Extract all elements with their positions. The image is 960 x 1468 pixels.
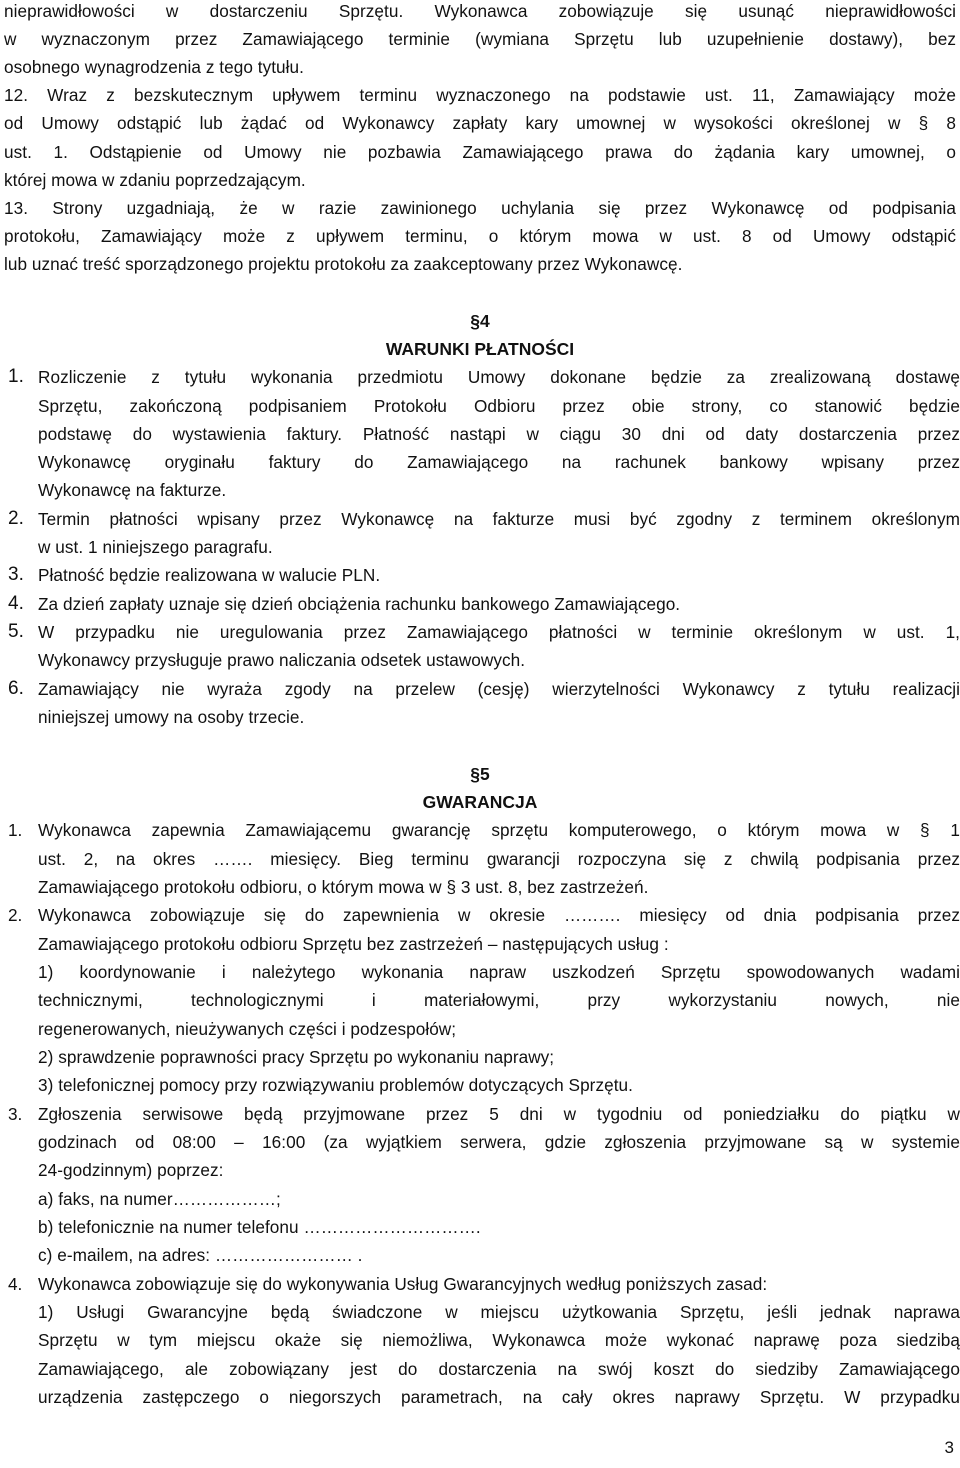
- list-number: 3.: [8, 564, 24, 585]
- intro-line: osobnego wynagrodzenia z tego tytułu.: [4, 57, 304, 77]
- section-5-title: GWARANCJA: [422, 792, 538, 812]
- list-number: 5.: [8, 621, 24, 642]
- point-12-line: 12. Wraz z bezskutecznym upływem terminu wyznaczonego na podstawie ust. 11, Zamawiający może: [4, 85, 956, 105]
- intro-line: w wyznaczonym przez Zamawiającego terminie (wymiana Sprzętu lub uzupełnienie dostawy), bez: [4, 29, 956, 49]
- list-item-line: Wykonawca zobowiązuje się do zapewnienia w okresie ………. miesięcy od dnia podpisania przez: [38, 905, 960, 925]
- list-item-line: 3) telefonicznej pomocy przy rozwiązywaniu problemów dotyczących Sprzętu.: [38, 1075, 633, 1095]
- section-4-title: WARUNKI PŁATNOŚCI: [385, 339, 575, 359]
- list-item-line: Wykonawcę oryginału faktury do Zamawiającego na rachunek bankowy wpisany przez: [38, 452, 960, 472]
- list-item-line: Zamawiającego protokołu odbioru Sprzętu bez zastrzeżeń – następujących usług :: [38, 934, 669, 954]
- list-item-line: 1) koordynowanie i należytego wykonania napraw uszkodzeń Sprzętu spowodowanych wadami: [38, 962, 960, 982]
- list-number: 3.: [8, 1104, 23, 1124]
- list-item-line: urządzenia zastępczego o niegorszych parametrach, na cały okres naprawy Sprzętu. W przypadku: [38, 1387, 960, 1407]
- list-number: 4.: [8, 1274, 23, 1294]
- point-13-line: 13. Strony uzgadniają, że w razie zawinionego uchylania się przez Wykonawcę od podpisania: [4, 198, 956, 218]
- intro-line: nieprawidłowości w dostarczeniu Sprzętu. Wykonawca zobowiązuje się usunąć nieprawidłowości: [4, 1, 956, 21]
- point-12-line: której mowa w zdaniu poprzedzającym.: [4, 170, 306, 190]
- list-item-line: Za dzień zapłaty uznaje się dzień obciążenia rachunku bankowego Zamawiającego.: [38, 594, 681, 614]
- list-item-line: W przypadku nie uregulowania przez Zamawiającego płatności w terminie określonym w ust. 1,: [38, 622, 960, 642]
- list-number: 1.: [8, 820, 23, 840]
- list-item-line: Wykonawca zapewnia Zamawiającemu gwarancję sprzętu komputerowego, o którym mowa w § 1: [38, 820, 960, 840]
- list-item-line: Wykonawcę na fakturze.: [38, 480, 227, 500]
- list-item-line: Zamawiającego, ale zobowiązany jest do dostarczenia na swój koszt do siedziby Zamawiającego: [38, 1359, 960, 1379]
- list-item-line: technicznymi, technologicznymi i materiałowymi, przy wykorzystaniu nowych, nie: [38, 990, 960, 1010]
- list-item-line: Zamawiający nie wyraża zgody na przelew (cesję) wierzytelności Wykonawcy z tytułu realizacji: [38, 679, 960, 699]
- list-number: 6.: [8, 678, 24, 699]
- list-number: 2.: [8, 508, 24, 529]
- list-item-line: Wykonawcy przysługuje prawo naliczania odsetek ustawowych.: [38, 650, 526, 670]
- list-item-line: godzinach od 08:00 – 16:00 (za wyjątkiem serwera, gdzie zgłoszenia przyjmowane są w systemie: [38, 1132, 960, 1152]
- page-number: 3: [944, 1438, 954, 1457]
- list-item-line: a) faks, na numer………………;: [38, 1189, 281, 1209]
- list-item-line: 1) Usługi Gwarancyjne będą świadczone w miejscu użytkowania Sprzętu, jeśli jednak naprawa: [38, 1302, 960, 1322]
- list-number: 2.: [8, 905, 23, 925]
- list-item-line: Wykonawca zobowiązuje się do wykonywania Usług Gwarancyjnych według poniższych zasad:: [38, 1274, 768, 1294]
- list-item-line: Płatność będzie realizowana w walucie PLN.: [38, 565, 381, 585]
- list-item-line: Sprzętu w tym miejscu okaże się niemożliwa, Wykonawca może wykonać naprawę poza siedzibą: [38, 1330, 960, 1350]
- list-item-line: ust. 2, na okres ……. miesięcy. Bieg terminu gwarancji rozpoczyna się z chwilą podpisania przez: [38, 849, 960, 869]
- list-item-line: Termin płatności wpisany przez Wykonawcę na fakturze musi być zgodny z terminem określonym: [38, 509, 960, 529]
- point-13-line: protokołu, Zamawiający może z upływem terminu, o którym mowa w ust. 8 od Umowy odstąpić: [4, 226, 956, 246]
- section-5-number: §5: [470, 764, 490, 784]
- list-item-line: Zgłoszenia serwisowe będą przyjmowane przez 5 dni w tygodniu od poniedziałku do piątku w: [38, 1104, 960, 1124]
- list-item-line: Zamawiającego protokołu odbioru, o którym mowa w § 3 ust. 8, bez zastrzeżeń.: [38, 877, 649, 897]
- list-item-line: 24-godzinnym) poprzez:: [38, 1160, 224, 1180]
- list-item-line: regenerowanych, nieużywanych części i podzespołów;: [38, 1019, 457, 1039]
- list-item-line: podstawę do wystawienia faktury. Płatność nastąpi w ciągu 30 dni od daty dostarczenia przez: [38, 424, 960, 444]
- list-item-line: 2) sprawdzenie poprawności pracy Sprzętu po wykonaniu naprawy;: [38, 1047, 555, 1067]
- section-4-number: §4: [470, 311, 490, 331]
- point-12-line: ust. 1. Odstąpienie od Umowy nie pozbawia Zamawiającego prawa do żądania kary umownej, o: [4, 142, 956, 162]
- list-item-line: niniejszej umowy na osoby trzecie.: [38, 707, 305, 727]
- point-13-line: lub uznać treść sporządzonego projektu protokołu za zaakceptowany przez Wykonawcę.: [4, 254, 683, 274]
- list-number: 1.: [8, 366, 24, 387]
- list-item-line: c) e-mailem, na adres: …………………… .: [38, 1245, 363, 1265]
- list-item-line: Rozliczenie z tytułu wykonania przedmiotu Umowy dokonane będzie za zrealizowaną dostawę: [38, 367, 960, 387]
- list-number: 4.: [8, 593, 24, 614]
- list-item-line: Sprzętu, zakończoną podpisaniem Protokołu Odbioru przez obie strony, co stanowić będzie: [38, 396, 960, 416]
- list-item-line: b) telefonicznie na numer telefonu ………………………….: [38, 1217, 481, 1237]
- point-12-line: od Umowy odstąpić lub żądać od Wykonawcy zapłaty kary umownej w wysokości określonej w § 8: [4, 113, 956, 133]
- list-item-line: w ust. 1 niniejszego paragrafu.: [38, 537, 273, 557]
